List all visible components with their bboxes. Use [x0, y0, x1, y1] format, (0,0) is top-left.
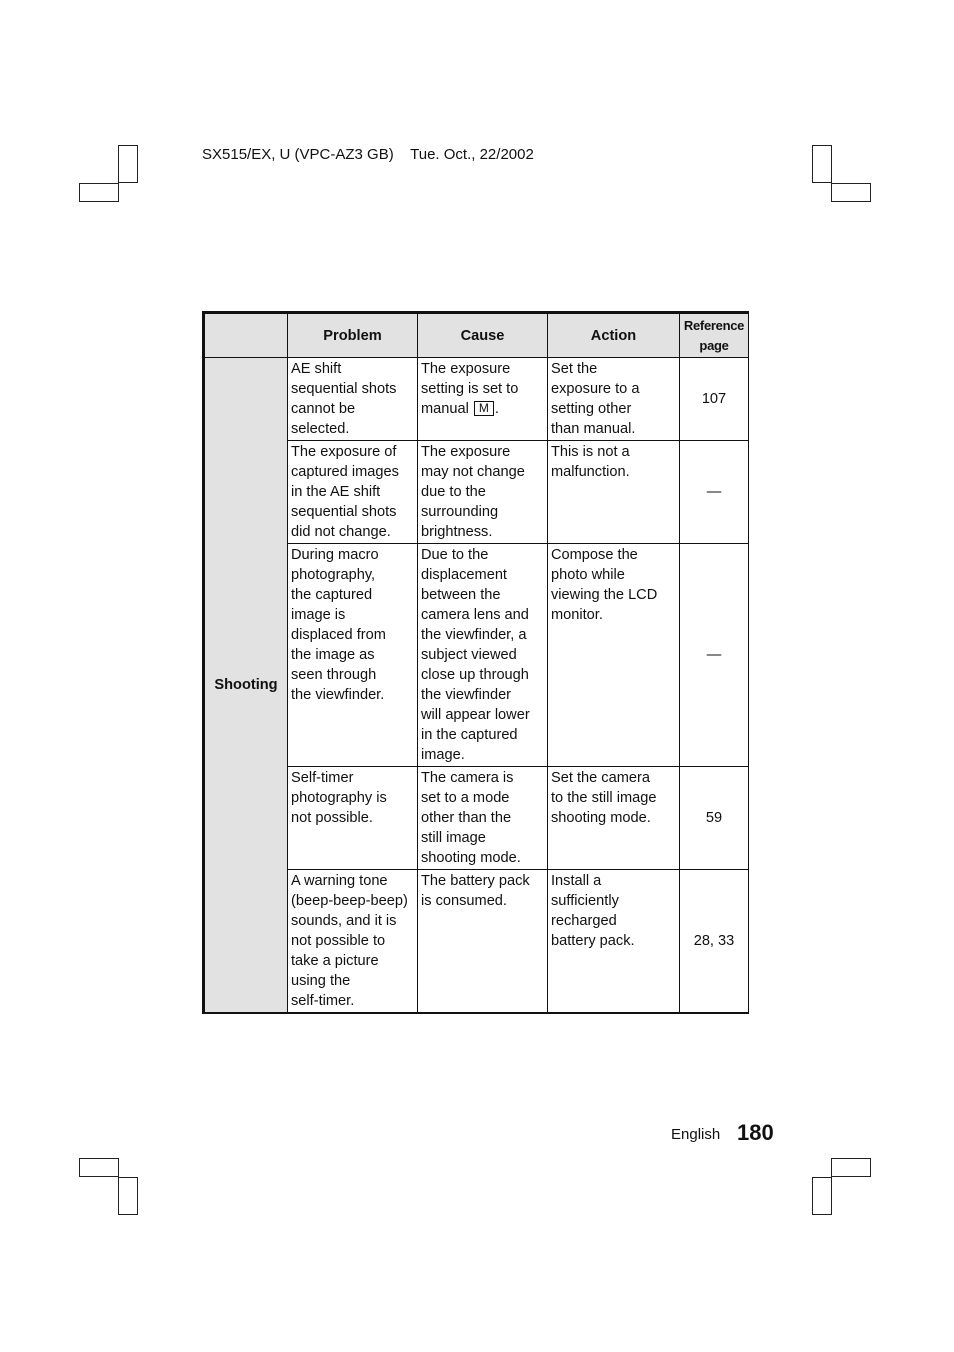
crop-mark-bottom-left-horizontal	[79, 1158, 119, 1177]
problem-cell: During macro photography, the captured image is displaced from the image as seen through the viewfinder.	[288, 544, 418, 767]
cause-text: The exposure setting is set to manual	[421, 361, 519, 417]
reference-page-cell: —	[680, 544, 749, 767]
page-number: 180	[737, 1120, 774, 1145]
footer-language: English	[671, 1126, 721, 1143]
cause-cell	[418, 358, 548, 441]
action-cell: Set the camera to the still image shooting mode.	[548, 767, 680, 870]
crop-mark-top-left-horizontal	[79, 183, 119, 202]
manual-mode-icon: M	[474, 401, 494, 416]
troubleshooting-table	[202, 311, 749, 1014]
action-cell: This is not a malfunction.	[548, 441, 680, 544]
cause-cell: The battery pack is consumed.	[418, 870, 548, 1014]
cause-cell: The camera is set to a mode other than the still image shooting mode.	[418, 767, 548, 870]
section-label-shooting: Shooting	[204, 358, 288, 1014]
reference-page-cell: 107	[680, 358, 749, 441]
crop-mark-top-left-vertical	[118, 145, 138, 183]
problem-cell: Self-timer photography is not possible.	[288, 767, 418, 870]
cause-column-header: Cause	[418, 313, 548, 358]
table-header-row	[204, 313, 749, 358]
reference-page-cell: —	[680, 441, 749, 544]
problem-cell: A warning tone (beep-beep-beep) sounds, and it is not possible to take a picture using the self-timer.	[288, 870, 418, 1014]
crop-mark-top-right-horizontal	[831, 183, 871, 202]
reference-page-column-header: Reference page	[680, 313, 749, 358]
crop-mark-bottom-right-horizontal	[831, 1158, 871, 1177]
problem-cell: AE shift sequential shots cannot be selected.	[288, 358, 418, 441]
action-cell: Set the exposure to a setting other than manual.	[548, 358, 680, 441]
problem-column-header: Problem	[288, 313, 418, 358]
crop-mark-bottom-right-vertical	[812, 1177, 832, 1215]
action-column-header: Action	[548, 313, 680, 358]
section-column-header	[204, 313, 288, 358]
action-cell: Install a sufficiently recharged battery pack.	[548, 870, 680, 1014]
cause-cell: Due to the displacement between the camera lens and the viewfinder, a subject viewed close up through the viewfinder will appear lower in the captured image.	[418, 544, 548, 767]
action-cell: Compose the photo while viewing the LCD monitor.	[548, 544, 680, 767]
table-row	[204, 358, 749, 441]
problem-cell: The exposure of captured images in the AE shift sequential shots did not change.	[288, 441, 418, 544]
cause-text-end: .	[494, 401, 499, 417]
crop-mark-bottom-left-vertical	[118, 1177, 138, 1215]
reference-page-cell: 59	[680, 767, 749, 870]
cause-cell: The exposure may not change due to the surrounding brightness.	[418, 441, 548, 544]
print-job-header: SX515/EX, U (VPC-AZ3 GB) Tue. Oct., 22/2002	[202, 146, 534, 163]
crop-mark-top-right-vertical	[812, 145, 832, 183]
reference-page-cell: 28, 33	[680, 870, 749, 1014]
